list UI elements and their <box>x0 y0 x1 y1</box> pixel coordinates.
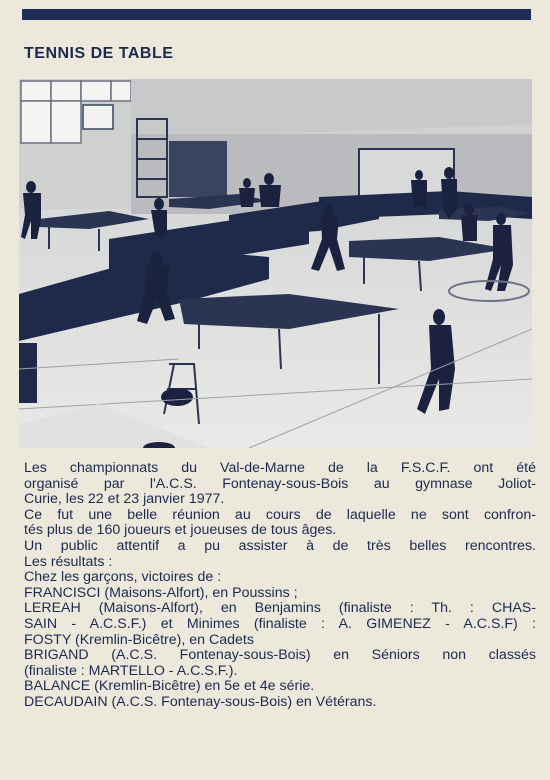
paragraph-2-line: Ce fut une belle réunion au cours de laquelle ne sont confron- <box>24 506 536 523</box>
result-line: DECAUDAIN (A.C.S. Fontenay-sous-Bois) en Vétérans. <box>24 693 377 710</box>
boys-heading: Chez les garçons, victoires de : <box>24 569 222 586</box>
result-line: (finaliste : MARTELLO - A.C.S.F.). <box>24 662 238 679</box>
intro-line: Les championnats du Val-de-Marne de la F.S.C.F. ont été <box>24 460 536 476</box>
result-line: SAIN - A.C.S.F.) et Minimes (finaliste : A. GIMENEZ - A.C.S.F) : <box>24 615 536 632</box>
result-line: LEREAH (Maisons-Alfort), en Benjamins (finaliste : Th. : CHAS- <box>24 600 536 617</box>
result-line: BALANCE (Kremlin-Bicêtre) en 5e et 4e série. <box>24 678 315 695</box>
intro-line: organisé par l'A.C.S. Fontenay-sous-Bois au gymnase Joliot- <box>24 475 536 492</box>
table-tennis-photo <box>19 79 532 448</box>
top-rule <box>22 9 531 20</box>
result-line: BRIGAND (A.C.S. Fontenay-sous-Bois) en Séniors non classés <box>24 647 536 664</box>
result-line: FRANCISCI (Maisons-Alfort), en Poussins ; <box>24 584 298 601</box>
result-line: FOSTY (Kremlin-Bicêtre), en Cadets <box>24 631 254 648</box>
section-title: TENNIS DE TABLE <box>24 45 174 62</box>
paragraph-2-line: tés plus de 160 joueurs et joueuses de tous âges. <box>24 522 337 539</box>
results-heading: Les résultats : <box>24 553 113 570</box>
article-body <box>24 461 536 711</box>
intro-line: Curie, les 22 et 23 janvier 1977. <box>24 491 225 508</box>
paragraph-3: Un public attentif a pu assister à de très belles rencontres. <box>24 537 536 554</box>
